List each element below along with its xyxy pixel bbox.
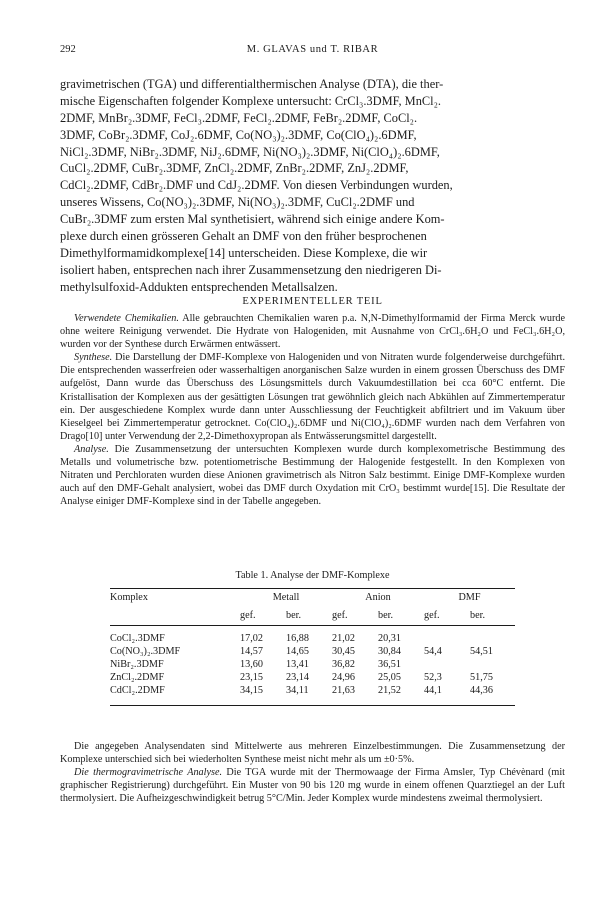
paragraph-analyse <box>60 443 565 508</box>
intro-line: CuCl₂.2DMF, CuBr₂.3DMF, ZnCl₂.2DMF, ZnBr₂.2DMF, ZnJ₂.2DMF, <box>60 161 409 176</box>
table-group-header <box>110 589 515 607</box>
sub-header: gef. <box>240 607 286 626</box>
intro-line: gravimetrischen (TGA) und differentialthermischen Analyse (DTA), die ther- <box>60 77 444 91</box>
table-caption: Table 1. Analyse der DMF-Komplexe <box>235 570 390 581</box>
paragraph-chemikalien <box>60 312 565 351</box>
table-cell: 24,96 <box>332 672 355 683</box>
table-cell: 25,05 <box>378 672 401 683</box>
page-number: 292 <box>60 44 76 55</box>
table-cell: 54,51 <box>470 646 493 657</box>
experimental-body <box>60 312 565 508</box>
intro-line: 2DMF, MnBr₂.3DMF, FeCl₃.2DMF, FeCl₂.2DMF, FeBr₂.2DMF, CoCl₂. <box>60 110 418 125</box>
table-bottom-rule <box>110 705 515 706</box>
table-cell <box>424 632 470 645</box>
table-cell: 44,36 <box>470 685 493 696</box>
table-cell: 52,3 <box>424 672 442 683</box>
table-cell: 34,15 <box>240 685 263 696</box>
table-cell: 14,65 <box>286 646 309 657</box>
intro-line: unseres Wissens, Co(NO₃)₂.3DMF, Ni(NO₃)₂.3DMF, CuCl₂.2DMF und <box>60 195 415 210</box>
table-sub-header <box>110 607 515 626</box>
paragraph-text: Die Zusammensetzung der untersuchten Komplexen wurde durch komplexometrische Bestimmung des Metalls und volumetrische bzw. potentiometrische Bestimmung der Halogenide festgestellt. In den Komplexen von Nitraten und Perchloraten wurden diese Anionen gravimetrisch als Nitron Salz bestimmt. Einige DMF-Komplexe wurden auch auf den DMF-Gehalt analysiert, wobei das DMF durch Oxydation mit CrO₃ bestimmt wurde[15]. Die Resultate der Analyse einiger DMF-Komplexe sind in der Tabelle angegeben. <box>60 443 565 508</box>
table-cell: 44,1 <box>424 685 442 696</box>
table-cell: 23,15 <box>240 672 263 683</box>
section-title: EXPERIMENTELLER TEIL <box>242 296 383 307</box>
intro-line: isoliert haben, entsprechen nach ihrer Zusammensetzung den niedrigeren Di- <box>60 262 442 277</box>
complex-name: CdCl₂.2DMF <box>110 685 165 696</box>
page-header <box>60 44 565 58</box>
table-cell: 34,11 <box>286 685 309 696</box>
sub-header: gef. <box>424 607 470 626</box>
table-cell: 23,14 <box>286 672 309 683</box>
table-cell: 54,4 <box>424 646 442 657</box>
complex-name: ZnCl₂.2DMF <box>110 672 165 683</box>
paragraph-label: Verwendete Chemikalien. <box>74 313 179 324</box>
paragraph-text: Die Darstellung der DMF-Komplexe von Halogeniden und von Nitraten wurde folgenderweise durchgeführt. Die entsprechenden wasserfreien oder wasserhaltigen anorganischen Salze wurden in einem grossen Überschuss des DMF aufgelöst, Dann wurde das Überschuss des Lösungsmittels durch Vakuumdestillation bei cca 60°C entfernt. Die Kristallisation der Komplexen aus der gesättigten Lösungen trat gewöhnlich gleich nach Abkühlen auf Zimmertemperatur ein. Der ausgeschiedene Komplex wurde dann unter Ausschliessung der Feuchtigkeit abfiltriert und im Vakuum über Kieselgeel bei Zimmertemperatur getrocknet. Co(ClO₄)₂.6DMF und Ni(ClO₄)₂.6DMF wurden nach dem Verfahren von Drago[10] unter Verwendung der 2,2-Dimethoxypropan als Entwässerungsmittel dargestellt. <box>60 352 565 442</box>
table-row <box>110 645 515 658</box>
table-cell: 16,88 <box>286 633 309 644</box>
sub-header: ber. <box>470 607 515 626</box>
table-row <box>110 658 515 671</box>
table-cell: 21,02 <box>332 633 355 644</box>
paragraph-label: Die thermogravimetrische Analyse. <box>74 767 223 779</box>
intro-line: methylsulfoxid-Addukten entsprechenden Metallsalzen. <box>60 279 338 294</box>
intro-line: Dimethylformamidkomplexe[14] unterscheiden. Diese Komplexe, die wir <box>60 245 428 260</box>
paragraph-text: Alle gebrauchten Chemikalien waren p.a. N,N-Dimethylformamid der Firma Merck wurde ohne weitere Reinigung verwendet. Die Hydrate von Halogeniden, mit Ausnahme von CrCl₃.6H₂O und FeCl₃.6H₂O, wurden vor der Synthese durch Erwärmen entwässert. <box>60 313 566 351</box>
table-cell <box>470 658 515 671</box>
paragraph-tga <box>60 766 565 805</box>
table-cell: 14,57 <box>240 646 263 657</box>
table-cell: 36,82 <box>332 659 355 670</box>
paragraph-synthese <box>60 351 565 443</box>
table-cell: 13,41 <box>286 659 309 670</box>
group-header-dmf: DMF <box>458 592 481 603</box>
table-row <box>110 684 515 697</box>
table-row <box>110 632 515 645</box>
complex-name: Co(NO₃)₂.3DMF <box>110 646 181 657</box>
table-cell: 21,63 <box>332 685 355 696</box>
table-cell: 30,45 <box>332 646 355 657</box>
table-cell: 17,02 <box>240 633 263 644</box>
table-cell <box>424 658 470 671</box>
complex-name: CoCl₂.3DMF <box>110 633 165 644</box>
paragraph-text: Die TGA wurde mit der Thermowaage der Firma Amsler, Typ Chévènard (mit graphischer Registrierung) durchgeführt. Ein Muster von 90 bis 120 mg wurde in einem offenen Quarztiegel an der Luft thermolysiert. Die Aufheizgeschwindigkeit betrug 5°C/Min. Jeder Komplex wurde mindestens zweimal thermolysiert. <box>60 767 565 805</box>
sub-header: ber. <box>378 607 424 626</box>
intro-line: CdCl₂.2DMF, CdBr₂.DMF und CdJ₂.2DMF. Von diesen Verbindungen wurden, <box>60 178 453 193</box>
running-title: M. GLAVAS und T. RIBAR <box>246 44 379 55</box>
intro-line: 3DMF, CoBr₂.3DMF, CoJ₂.6DMF, Co(NO₃)₂.3DMF, Co(ClO₄)₂.6DMF, <box>60 127 417 142</box>
table-cell: 36,51 <box>378 659 401 670</box>
sub-header: ber. <box>286 607 332 626</box>
sub-header: gef. <box>332 607 378 626</box>
table-cell: 20,31 <box>378 633 401 644</box>
table-cell: 51,75 <box>470 672 493 683</box>
paragraph-label: Analyse. <box>74 443 109 455</box>
group-header-anion: Anion <box>365 592 391 603</box>
table-row <box>110 671 515 684</box>
footnote-paragraph: Die angegeben Analysendaten sind Mittelwerte aus mehreren Einzelbestimmungen. Die Zusammensetzung der Komplexe unterschied sich bei wiederholten Synthese meist nicht mehr als um ±0·5%. <box>60 741 565 766</box>
intro-line: NiCl₂.3DMF, NiBr₂.3DMF, NiJ₂.6DMF, Ni(NO₃)₂.3DMF, Ni(ClO₄)₂.6DMF, <box>60 144 440 159</box>
analysis-table <box>110 588 515 706</box>
table-footnote <box>60 740 565 805</box>
table-cell: 30,84 <box>378 646 401 657</box>
intro-paragraph <box>60 76 565 296</box>
complex-name: NiBr₂.3DMF <box>110 659 164 670</box>
table-cell <box>470 632 515 645</box>
intro-line: CuBr₂.3DMF zum ersten Mal synthetisiert, während sich einige andere Kom- <box>60 212 445 227</box>
intro-line: mische Eigenschaften folgender Komplexe untersucht: CrCl₃.3DMF, MnCl₂. <box>60 93 442 108</box>
intro-line: plexe durch einen grösseren Gehalt an DMF von den früher besprochenen <box>60 229 427 244</box>
group-header-metall: Metall <box>272 592 300 603</box>
table-cell: 21,52 <box>378 685 401 696</box>
table-cell: 13,60 <box>240 659 263 670</box>
paragraph-label: Synthese. <box>74 352 113 364</box>
komplex-header: Komplex <box>110 592 148 603</box>
